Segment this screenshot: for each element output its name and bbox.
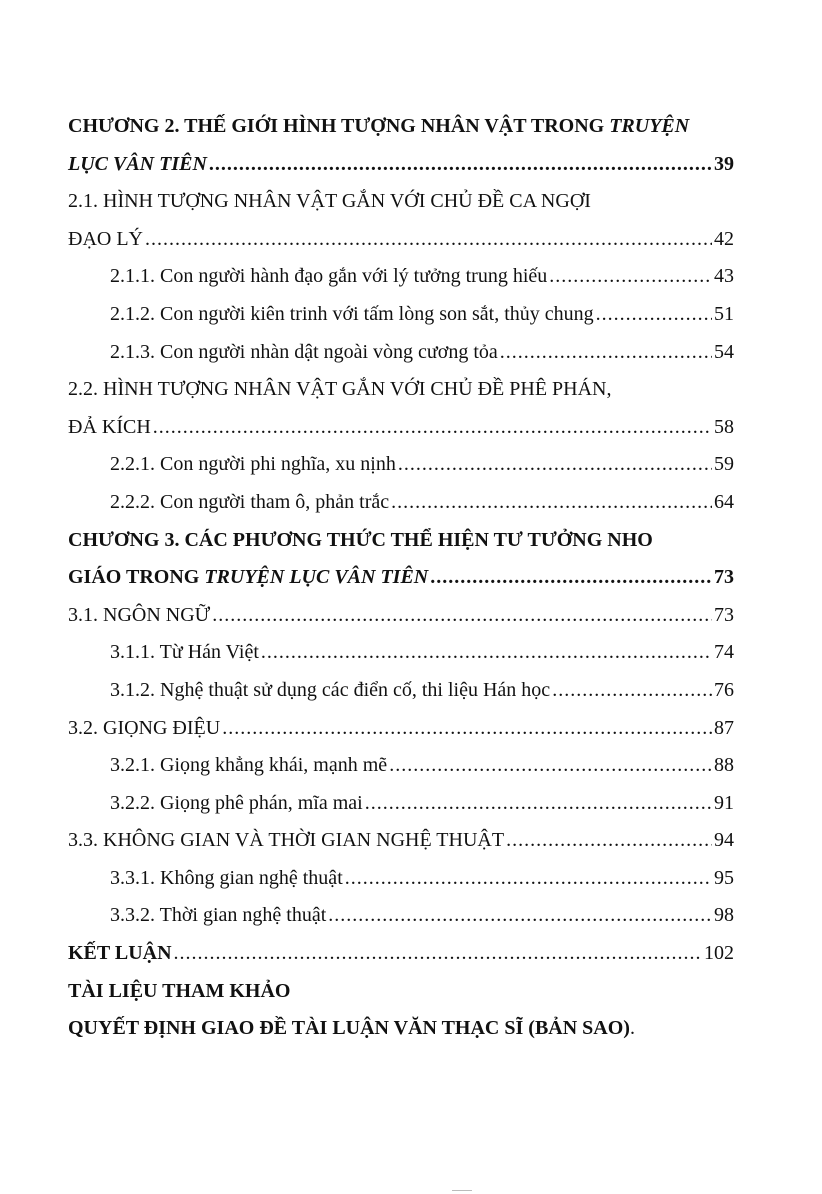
dot-leader (552, 672, 712, 710)
dot-leader (328, 897, 712, 935)
dot-leader (549, 258, 712, 296)
dot-leader (506, 822, 712, 860)
toc-page-number: 98 (714, 904, 734, 927)
toc-entry-text: 2.1.2. Con người kiên trinh với tấm lòng son sắt, thủy chung (110, 302, 594, 325)
dot-leader (174, 935, 702, 973)
dot-leader (212, 597, 712, 635)
toc-entry-3-2-1 (68, 747, 734, 785)
toc-entry-text: 3.3.2. Thời gian nghệ thuật (110, 904, 327, 927)
toc-entry-2-1-line-1 (68, 183, 734, 221)
toc-entry-text: GIÁO TRONG (68, 566, 205, 589)
toc-entry-text: CHƯƠNG 2. THẾ GIỚI HÌNH TƯỢNG NHÂN VẬT TRONG (68, 115, 610, 137)
toc-entry-3-1-1 (68, 634, 734, 672)
toc-entry-chapter-2-line-1 (68, 108, 734, 146)
dot-leader (365, 785, 712, 823)
dot-leader (596, 296, 712, 334)
toc-entry-text: 3.1.2. Nghệ thuật sử dụng các điển cố, thi liệu Hán học (110, 678, 551, 701)
toc-page-number: 95 (714, 866, 734, 889)
toc-page-number: 102 (704, 942, 734, 965)
toc-entry-text: 3.2.1. Giọng khẳng khái, mạnh mẽ (110, 754, 388, 777)
toc-page-number: 64 (714, 490, 734, 513)
toc-page-number: 43 (714, 265, 734, 288)
toc-entry-text: 3.3. KHÔNG GIAN VÀ THỜI GIAN NGHỆ THUẬT (68, 829, 505, 852)
toc-entry-text: 2.1.1. Con người hành đạo gắn với lý tưởng trung hiếu (110, 265, 548, 288)
toc-entry-text: ĐẢ KÍCH (68, 415, 151, 438)
toc-entry-chapter-2-line-2 (68, 146, 734, 184)
dot-leader (345, 860, 712, 898)
toc-entry-2-2-line-2 (68, 409, 734, 447)
toc-entry-chapter-3-line-2 (68, 559, 734, 597)
toc-page-number: 73 (714, 603, 734, 626)
toc-entry-2-1-line-2 (68, 221, 734, 259)
dot-leader (391, 484, 712, 522)
toc-entry-text: KẾT LUẬN (68, 942, 172, 965)
toc-entry-text: 2.2.1. Con người phi nghĩa, xu nịnh (110, 453, 396, 476)
toc-entry-text: 2.2.2. Con người tham ô, phản trắc (110, 490, 390, 513)
toc-entry-text: ĐẠO LÝ (68, 227, 143, 250)
toc-entry-3-1-2 (68, 672, 734, 710)
toc-entry-italic-title: TRUYỆN (609, 115, 690, 137)
toc-page-number: 76 (714, 678, 734, 701)
dot-leader (153, 409, 712, 447)
toc-entry-2-1-1 (68, 258, 734, 296)
toc-entry-text: 3.1. NGÔN NGỮ (68, 603, 211, 626)
toc-entry-decision (68, 1010, 734, 1048)
toc-entry-3-3-1 (68, 860, 734, 898)
edge-mark (452, 1190, 472, 1191)
page-bottom-edge (0, 1190, 822, 1194)
toc-page-number: 94 (714, 829, 734, 852)
table-of-contents (68, 108, 734, 1048)
toc-entry-text: TÀI LIỆU THAM KHẢO (68, 979, 291, 1002)
dot-leader (430, 559, 712, 597)
toc-entry-text: 3.1.1. Từ Hán Việt (110, 641, 259, 664)
toc-entry-3-2-2 (68, 785, 734, 823)
toc-page-number: 51 (714, 302, 734, 325)
toc-entry-text: 2.2. HÌNH TƯỢNG NHÂN VẬT GẮN VỚI CHỦ ĐỀ PHÊ PHÁN, (68, 378, 612, 401)
dot-leader (145, 221, 712, 259)
toc-entry-chapter-3-line-1 (68, 522, 734, 560)
toc-entry-text: 3.3.1. Không gian nghệ thuật (110, 866, 343, 889)
toc-entry-2-1-2 (68, 296, 734, 334)
toc-entry-text: 3.2.2. Giọng phê phán, mĩa mai (110, 791, 363, 814)
toc-entry-text: 3.2. GIỌNG ĐIỆU (68, 716, 221, 739)
toc-entry-3-2 (68, 710, 734, 748)
toc-page-number: 73 (714, 566, 734, 589)
toc-entry-references (68, 973, 734, 1011)
toc-entry-3-3 (68, 822, 734, 860)
dot-leader (222, 710, 712, 748)
toc-page-number: 59 (714, 453, 734, 476)
toc-page-number: 54 (714, 340, 734, 363)
toc-entry-text: 2.1. HÌNH TƯỢNG NHÂN VẬT GẮN VỚI CHỦ ĐỀ CA NGỢI (68, 190, 591, 213)
toc-entry-italic-title: TRUYỆN LỤC VÂN TIÊN (204, 566, 429, 589)
toc-entry-italic-title: LỤC VÂN TIÊN (68, 152, 207, 175)
toc-entry-2-2-1 (68, 446, 734, 484)
trailing-period: . (629, 1017, 635, 1040)
toc-entry-text: CHƯƠNG 3. CÁC PHƯƠNG THỨC THỂ HIỆN TƯ TƯỞNG NHO (68, 528, 653, 551)
toc-entry-text: QUYẾT ĐỊNH GIAO ĐỀ TÀI LUẬN VĂN THẠC SĨ (BẢN SAO) (68, 1017, 630, 1040)
dot-leader (209, 146, 712, 184)
toc-page-number: 58 (714, 415, 734, 438)
toc-page-number: 42 (714, 227, 734, 250)
toc-page-number: 74 (714, 641, 734, 664)
toc-entry-2-2-line-1 (68, 371, 734, 409)
toc-entry-conclusion (68, 935, 734, 973)
toc-page-number: 88 (714, 754, 734, 777)
toc-page-number: 39 (714, 152, 734, 175)
toc-entry-2-2-2 (68, 484, 734, 522)
dot-leader (398, 446, 712, 484)
toc-page-number: 91 (714, 791, 734, 814)
dot-leader (261, 634, 712, 672)
dot-leader (500, 334, 712, 372)
toc-page-number: 87 (714, 716, 734, 739)
dot-leader (389, 747, 712, 785)
toc-entry-text: 2.1.3. Con người nhàn dật ngoài vòng cương tỏa (110, 340, 498, 363)
toc-entry-3-1 (68, 597, 734, 635)
toc-entry-2-1-3 (68, 334, 734, 372)
toc-entry-3-3-2 (68, 897, 734, 935)
